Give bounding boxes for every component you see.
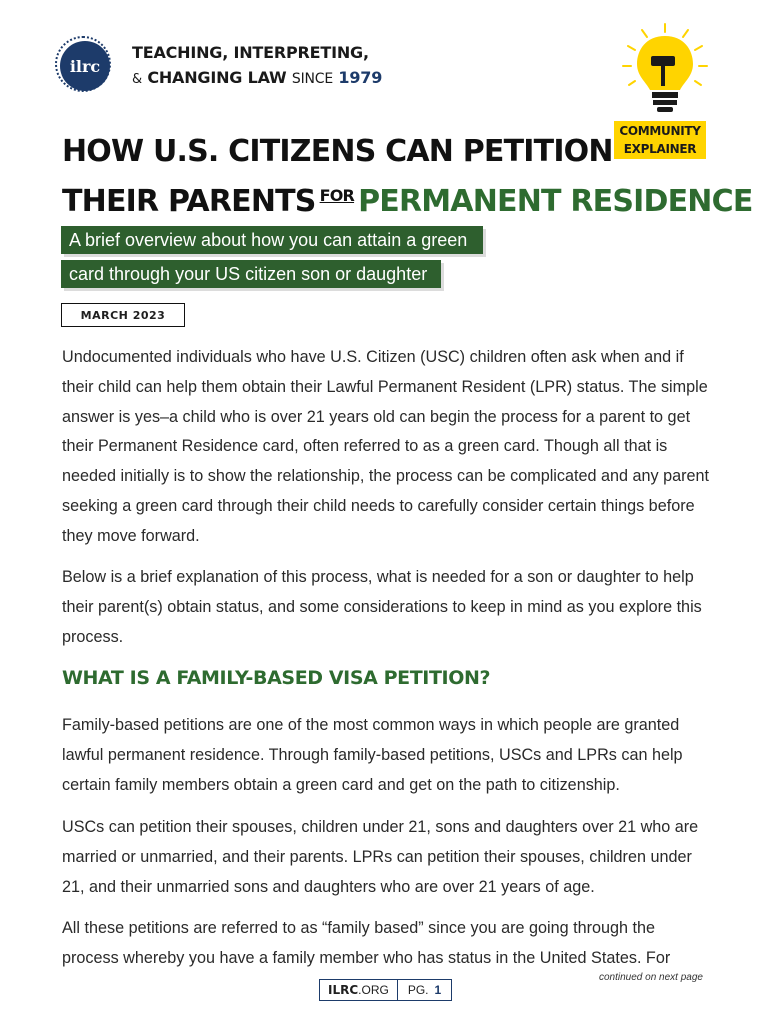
title-permanent-residence: PERMANENT RESIDENCE xyxy=(358,184,753,219)
title-line1: HOW U.S. CITIZENS CAN PETITION xyxy=(62,134,613,169)
footer-page xyxy=(398,980,451,1000)
badge-line2: EXPLAINER xyxy=(623,142,697,156)
paragraph-who-can-petition: USCs can petition their spouses, children under 21, sons and daughters over 21 who are married or unmarried, and their parents. LPRs can petition their spouses, children under 21, and their unmarried sons and daughters who are over 21 years of age. xyxy=(62,818,699,896)
footer-site-bold: ILRC xyxy=(328,983,359,997)
subtitle-line1: A brief overview about how you can attain a green xyxy=(61,226,483,254)
section-heading: WHAT IS A FAMILY-BASED VISA PETITION? xyxy=(62,667,491,689)
paragraph-intro: Undocumented individuals who have U.S. Citizen (USC) children often ask when and if their child can help them obtain their Lawful Permanent Resident (LPR) status. The simple answer is yes–a child who is over 21 years old can begin the process for a parent to get their Permanent Residence card, often referred to as a green card. Though all that is needed initially is to show the relationship, the process can be complicated and any parent seeking a green card through their child needs to carefully consider certain things before they move forward. xyxy=(62,348,709,545)
footer-site[interactable] xyxy=(320,980,398,1000)
organization-tagline xyxy=(132,40,382,92)
page-title xyxy=(62,130,753,224)
title-their-parents: THEIR PARENTS xyxy=(62,184,316,219)
tagline-amp: & xyxy=(132,72,142,87)
ilrc-logo: ilrc xyxy=(60,41,110,91)
paragraph-family-based-definition: All these petitions are referred to as “family based” since you are going through the process whereby you have a family member who has status in the United States. For xyxy=(62,919,671,967)
lightbulb-gavel-icon xyxy=(620,22,710,117)
page-footer xyxy=(319,979,452,1001)
tagline-line1: TEACHING, INTERPRETING, xyxy=(132,43,369,62)
title-for: FOR xyxy=(319,186,355,205)
footer-page-number: 1 xyxy=(434,983,442,997)
footer-site-rest: .ORG xyxy=(358,983,389,997)
date-label: MARCH 2023 xyxy=(61,303,185,327)
tagline-year: 1979 xyxy=(338,68,383,87)
continued-note: continued on next page xyxy=(599,972,703,983)
paragraph-family-based: Family-based petitions are one of the most common ways in which people are granted lawful permanent residence. Through family-based petitions, USCs and LPRs can help certain family members obtain a green card and get on the path to citizenship. xyxy=(62,716,683,794)
subtitle-line2: card through your US citizen son or daughter xyxy=(61,260,441,288)
title-line2 xyxy=(62,174,753,224)
tagline-changing-law: CHANGING LAW xyxy=(147,68,287,87)
tagline-since: SINCE xyxy=(291,71,334,87)
paragraph-overview: Below is a brief explanation of this process, what is needed for a son or daughter to help their parent(s) obtain status, and some considerations to keep in mind as you explore this process. xyxy=(62,568,702,646)
footer-page-label: PG. xyxy=(407,983,429,997)
badge-line1: COMMUNITY xyxy=(619,124,701,138)
tagline-line2 xyxy=(132,65,382,92)
